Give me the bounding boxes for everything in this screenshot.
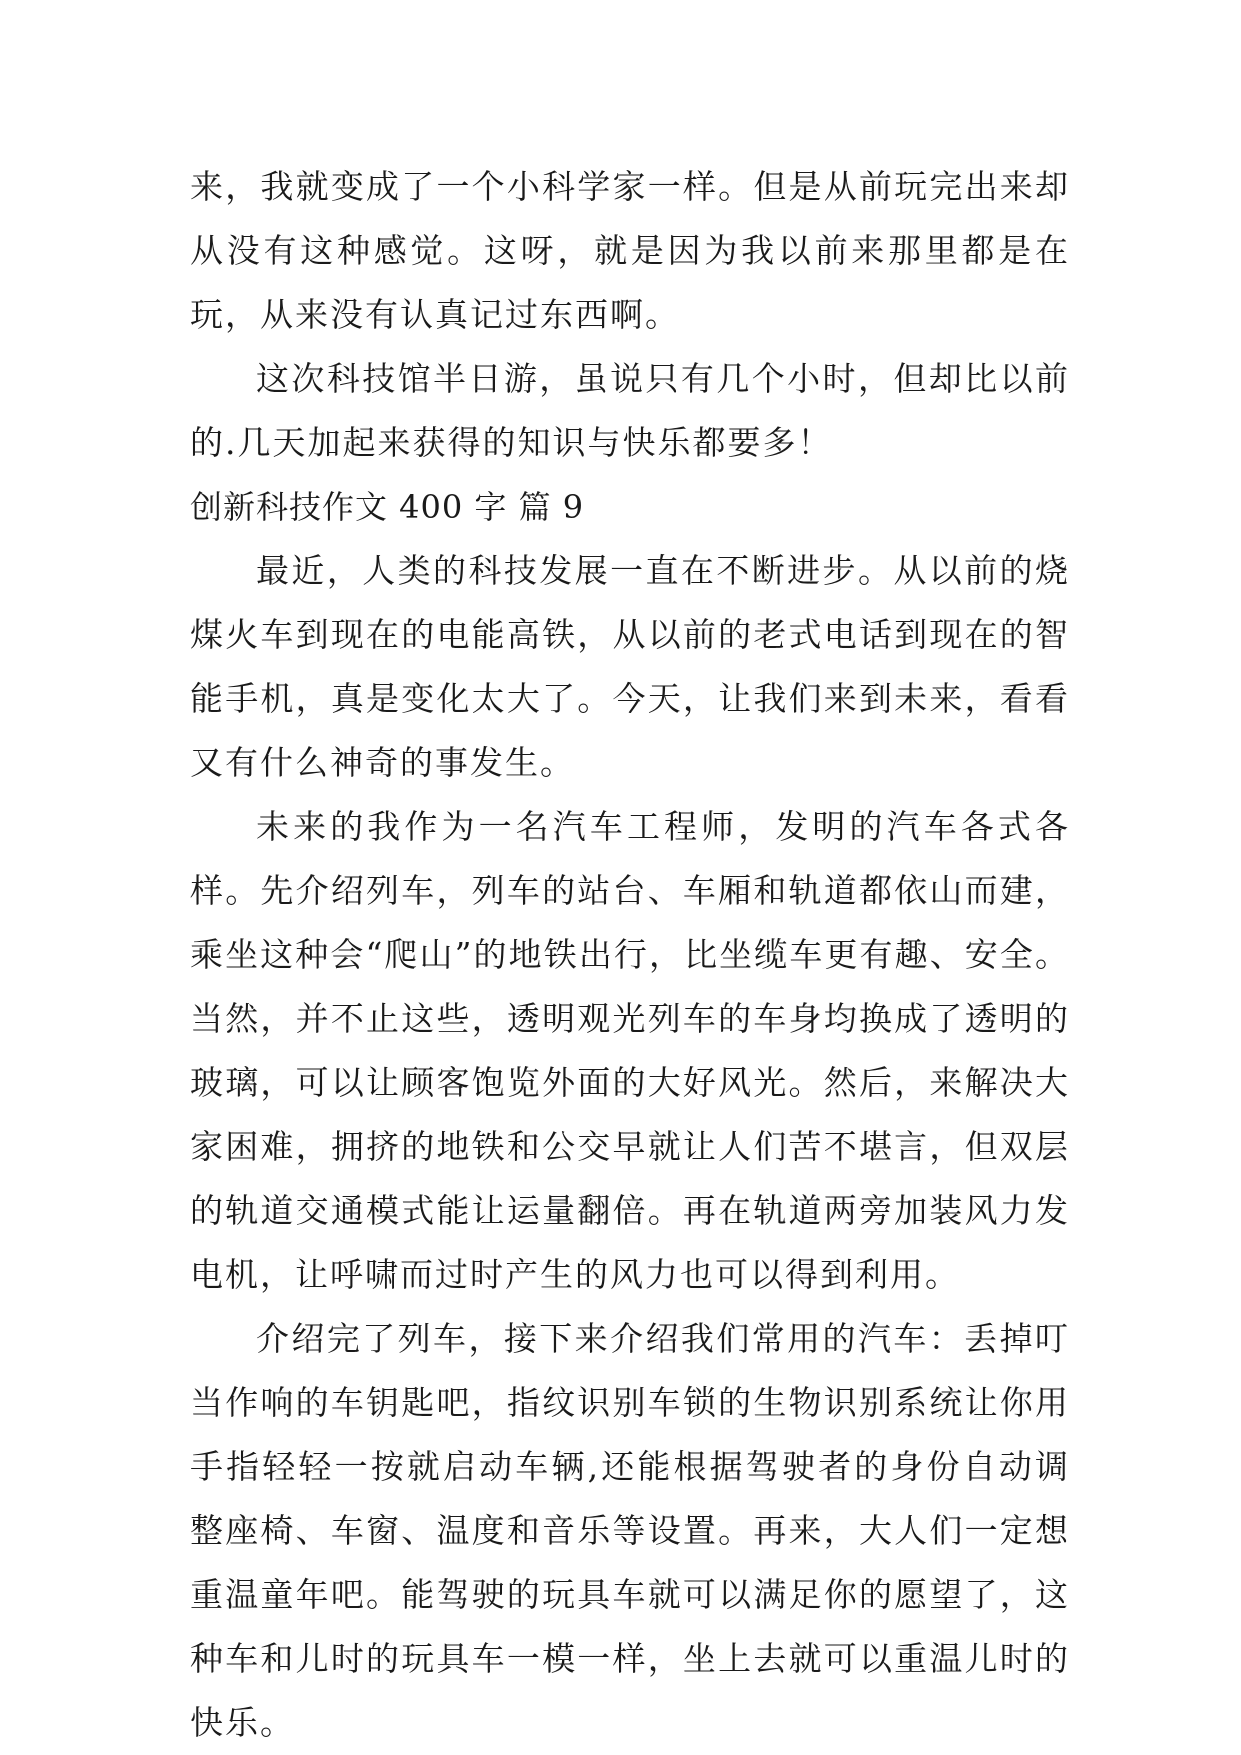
section-heading: 创新科技作文 400 字 篇 9 [190,488,585,526]
paragraph-trains: 未来的我作为一名汽车工程师，发明的汽车各式各样。先介绍列车，列车的站台、车厢和轨道都依山而建，乘坐这种会“爬山”的地铁出行，比坐缆车更有趣、安全。当然，并不止这些，透明观光列车的车身均换成了透明的玻璃，可以让顾客饱览外面的大好风光。然后，来解决大家困难，拥挤的地铁和公交早就让人们苦不堪言，但双层的轨道交通模式能让运量翻倍。再在轨道两旁加装风力发电机，让呼啸而过时产生的风力也可以得到利用。 [190,807,1070,1294]
paragraph-science-museum-summary: 这次科技馆半日游，虽说只有几个小时，但却比以前的.几天加起来获得的知识与快乐都要多！ [190,359,1070,462]
paragraph-cars: 介绍完了列车，接下来介绍我们常用的汽车：丢掉叮当作响的车钥匙吧，指纹识别车锁的生物识别系统让你用手指轻轻一按就启动车辆,还能根据驾驶者的身份自动调整座椅、车窗、温度和音乐等设置。再来，大人们一定想重温童年吧。能驾驶的玩具车就可以满足你的愿望了，这种车和儿时的玩具车一模一样，坐上去就可以重温儿时的快乐。 [190,1319,1070,1742]
paragraph-continued: 来，我就变成了一个小科学家一样。但是从前玩完出来却从没有这种感觉。这呀，就是因为我以前来那里都是在玩，从来没有认真记过东西啊。 [190,167,1070,334]
paragraph-intro: 最近，人类的科技发展一直在不断进步。从以前的烧煤火车到现在的电能高铁，从以前的老式电话到现在的智能手机，真是变化太大了。今天，让我们来到未来，看看又有什么神奇的事发生。 [190,551,1070,782]
document-body [190,155,1070,1755]
